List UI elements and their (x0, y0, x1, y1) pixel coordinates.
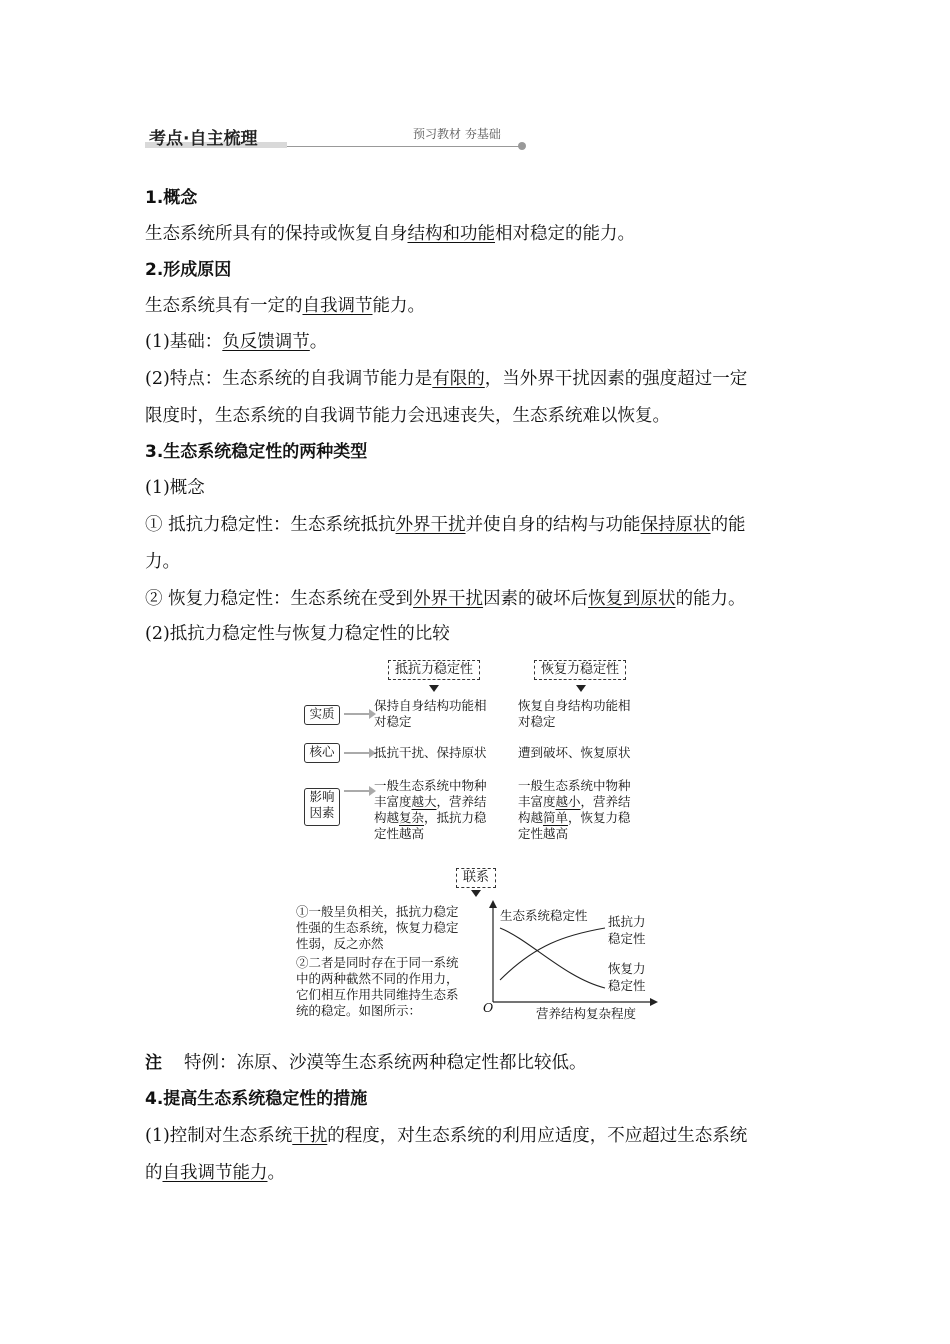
x-axis-arrow-icon (650, 998, 658, 1006)
section-banner (145, 120, 530, 150)
resistance-def: ① 抵抗力稳定性：生态系统抵抗外界干扰并使自身的结构与功能保持原状的能 (145, 515, 746, 535)
concept-text: 生态系统所具有的保持或恢复自身结构和功能相对稳定的能力。 (145, 224, 635, 244)
factors-resistance-1: 一般生态系统中物种 (374, 778, 487, 793)
arrow-right-icon (344, 713, 370, 715)
types-sub1: (1)概念 (145, 478, 205, 498)
factors-resistance-2: 丰富度越大，营养结 (374, 794, 487, 809)
resilience-curve (500, 928, 605, 988)
arrow-down-icon (471, 890, 481, 897)
graph-origin: O (483, 1000, 494, 1015)
arrow-down-icon (576, 685, 586, 692)
banner-dot (518, 142, 526, 150)
curve-label-resilience-2: 稳定性 (608, 978, 646, 993)
special-note: 注 特例：冻原、沙漠等生态系统两种稳定性都比较低。 (145, 1053, 587, 1073)
row-label-factors: 影响 因素 (304, 788, 340, 826)
core-resilience: 遭到破坏、恢复原状 (518, 745, 631, 760)
banner-subtitle: 预习教材 夯基础 (413, 127, 501, 141)
essence-resilience-2: 对稳定 (518, 714, 556, 729)
banner-line (287, 146, 520, 147)
resistance-def-cont: 力。 (145, 552, 180, 572)
curve-label-resilience-1: 恢复力 (608, 961, 646, 976)
row-label-core: 核心 (304, 743, 340, 763)
factors-resistance-4: 定性越高 (374, 826, 425, 841)
row-label-essence: 实质 (304, 705, 340, 725)
note-line: ①一般呈负相关，抵抗力稳定 (296, 904, 459, 919)
col-header-resistance: 抵抗力稳定性 (388, 660, 480, 680)
note-line: 统的稳定。如图所示： (296, 1003, 422, 1018)
cause-feature-cont: 限度时，生态系统的自我调节能力会迅速丧失，生态系统难以恢复。 (145, 406, 670, 426)
factors-resilience-3: 构越简单，恢复力稳 (518, 810, 631, 825)
y-axis-arrow-icon (489, 900, 497, 908)
heading-cause: 2.形成原因 (145, 260, 232, 280)
cause-text: 生态系统具有一定的自我调节能力。 (145, 296, 425, 316)
factors-resistance-3: 构越复杂，抵抗力稳 (374, 810, 487, 825)
note-line: 性弱，反之亦然 (296, 936, 384, 951)
note-line: 中的两种截然不同的作用力， (296, 971, 459, 986)
essence-resistance-2: 对稳定 (374, 714, 412, 729)
heading-types: 3.生态系统稳定性的两种类型 (145, 442, 368, 462)
measures-text-cont: 的自我调节能力。 (145, 1163, 285, 1183)
cause-feature: (2)特点：生态系统的自我调节能力是有限的，当外界干扰因素的强度超过一定 (145, 369, 748, 389)
measures-text: (1)控制对生态系统干扰的程度，对生态系统的利用应适度，不应超过生态系统 (145, 1126, 748, 1146)
curve-label-resistance-1: 抵抗力 (608, 914, 646, 929)
heading-concept: 1.概念 (145, 188, 198, 208)
core-resistance: 抵抗干扰、保持原状 (374, 745, 487, 760)
heading-measures: 4.提高生态系统稳定性的措施 (145, 1089, 368, 1109)
note-line: ②二者是同时存在于同一系统 (296, 955, 459, 970)
graph-ylabel: 生态系统稳定性 (500, 908, 588, 923)
banner-title: 考点·自主梳理 (149, 129, 258, 149)
factors-resilience-2: 丰富度越小，营养结 (518, 794, 631, 809)
note-line: 它们相互作用共同维持生态系 (296, 987, 459, 1002)
factors-resilience-1: 一般生态系统中物种 (518, 778, 631, 793)
arrow-down-icon (429, 685, 439, 692)
col-header-resilience: 恢复力稳定性 (534, 660, 626, 680)
cause-basis: (1)基础：负反馈调节。 (145, 332, 328, 352)
note-line: 性强的生态系统，恢复力稳定 (296, 920, 459, 935)
factors-resilience-4: 定性越高 (518, 826, 569, 841)
resilience-def: ② 恢复力稳定性：生态系统在受到外界干扰因素的破坏后恢复到原状的能力。 (145, 589, 746, 609)
essence-resilience-1: 恢复自身结构功能相 (518, 698, 631, 713)
comparison-figure (290, 650, 670, 1030)
types-sub2: (2)抵抗力稳定性与恢复力稳定性的比较 (145, 624, 450, 644)
arrow-right-icon (344, 752, 370, 754)
essence-resistance-1: 保持自身结构功能相 (374, 698, 487, 713)
arrow-right-icon (344, 790, 370, 792)
graph-xlabel: 营养结构复杂程度 (536, 1006, 637, 1021)
link-label: 联系 (456, 868, 496, 888)
curve-label-resistance-2: 稳定性 (608, 931, 646, 946)
